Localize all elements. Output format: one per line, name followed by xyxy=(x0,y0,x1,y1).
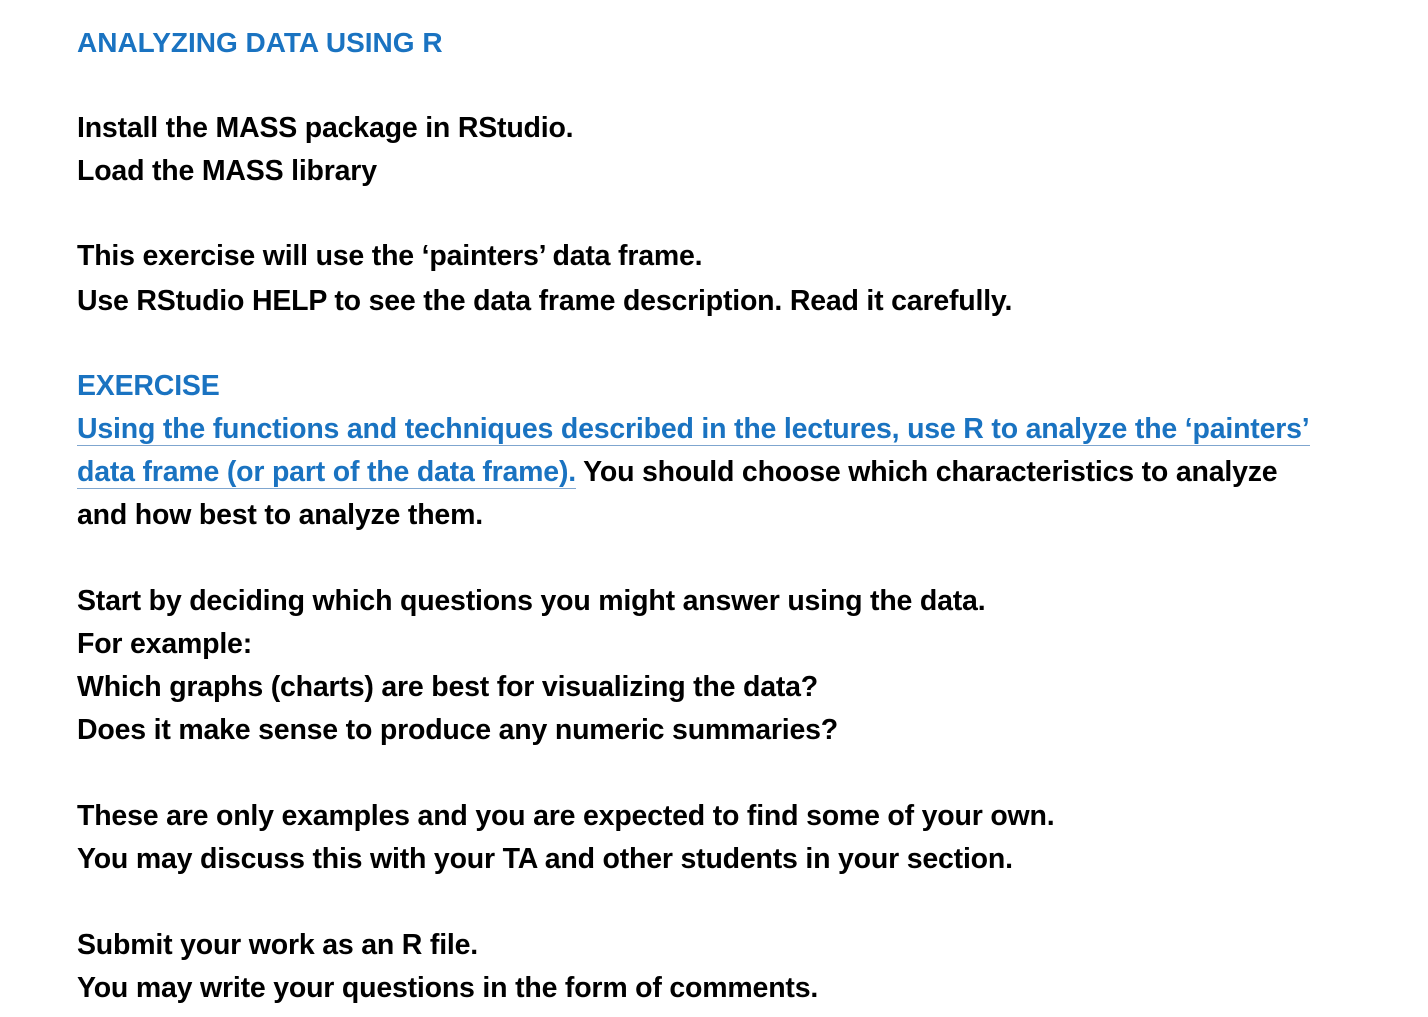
own-line-examples: These are only examples and you are expected to find some of your own. xyxy=(77,800,1055,832)
exercise-line-2-black-text: You should choose which characteristics to analyze xyxy=(575,456,1278,488)
exercise-heading: EXERCISE xyxy=(77,370,220,402)
exercise-line-2-blue-text: data frame (or part of the data frame). xyxy=(77,456,576,488)
intro-line-load: Load the MASS library xyxy=(77,155,377,187)
exercise-line-3: and how best to analyze them. xyxy=(77,499,483,531)
exercise-line-2 xyxy=(77,451,1277,494)
data-frame-line-use: This exercise will use the ‘painters’ data frame. xyxy=(77,240,703,272)
questions-line-graphs: Which graphs (charts) are best for visualizing the data? xyxy=(77,671,819,703)
questions-line-example: For example: xyxy=(77,628,252,660)
own-line-discuss: You may discuss this with your TA and other students in your section. xyxy=(77,843,1013,875)
submit-line-file: Submit your work as an R file. xyxy=(77,929,479,961)
page-title: ANALYZING DATA USING R xyxy=(77,27,443,58)
submit-line-comments: You may write your questions in the form of comments. xyxy=(77,972,819,1004)
questions-line-start: Start by deciding which questions you might answer using the data. xyxy=(77,585,986,617)
exercise-line-1 xyxy=(77,408,1310,451)
questions-line-summaries: Does it make sense to produce any numeric summaries? xyxy=(77,714,838,746)
exercise-line-1-text: Using the functions and techniques described in the lectures, use R to analyze the ‘painters’ xyxy=(77,413,1310,445)
data-frame-line-help: Use RStudio HELP to see the data frame description. Read it carefully. xyxy=(77,285,1013,317)
intro-line-install: Install the MASS package in RStudio. xyxy=(77,112,574,144)
